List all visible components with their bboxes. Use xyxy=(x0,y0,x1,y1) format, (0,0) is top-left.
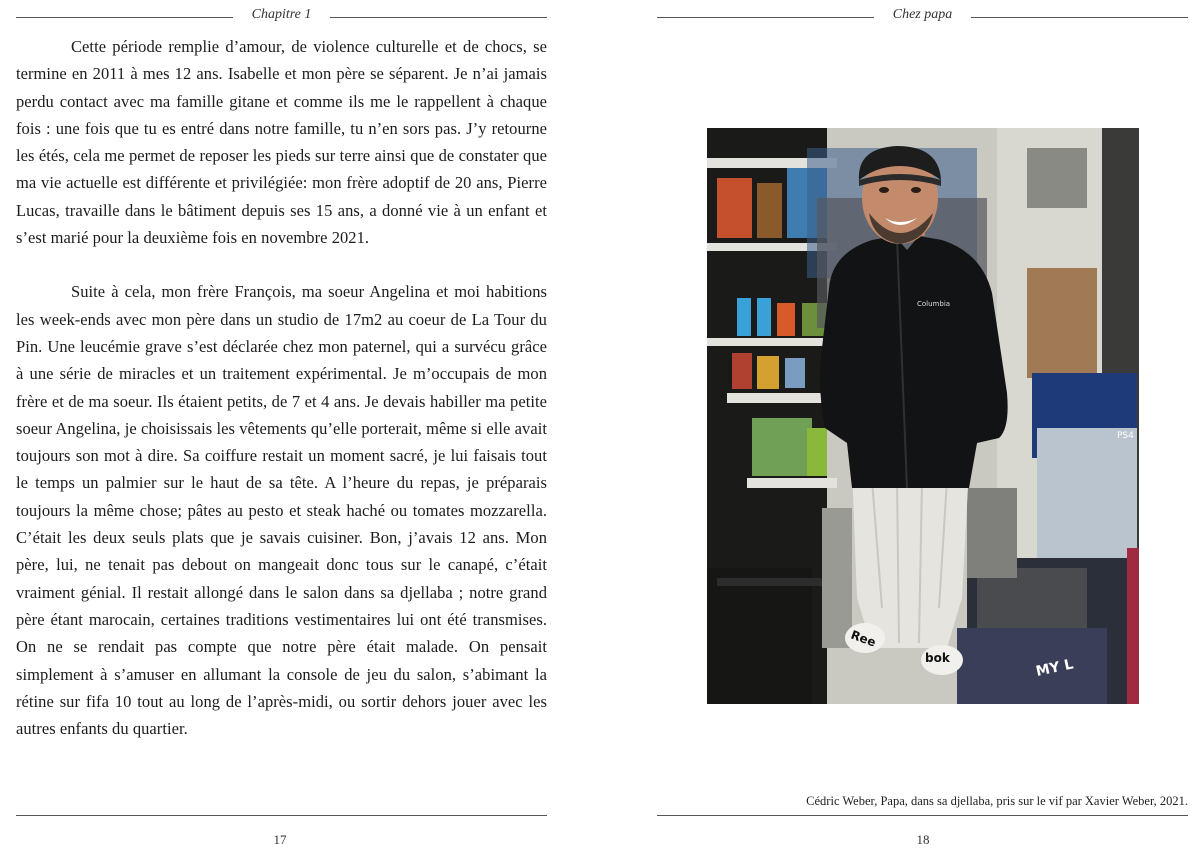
header-rule-right xyxy=(971,17,1188,18)
footer-rule xyxy=(16,815,547,816)
left-page xyxy=(0,0,560,852)
right-slipper-print: bok xyxy=(925,651,950,665)
bag-print: MY L xyxy=(1034,656,1075,680)
footer-rule xyxy=(657,815,1188,816)
paragraph-1: Cette période remplie d’amour, de violence culturelle et de chocs, se termine en 2011 à mes 12 ans. Isabelle et mon père se séparent. Je n’ai jamais perdu contact avec ma famille gitane et comme ils me le rappellent à chaque fois : une fois que tu es entré dans notre famille, tu n’en sors pas. J’y retourne les étés, cela me permet de reposer les pieds sur terre ainsi que de constater que ma vie actuelle est différente et privilégiée: mon frère adoptif de 20 ans, Pierre Lucas, travaille dans le bâtiment depuis ses 15 ans, a donné vie à un enfant et s’est marié pour la deuxième fois en novembre 2021. xyxy=(16,37,547,248)
photo-man-in-djellaba xyxy=(707,128,1139,704)
body-text xyxy=(16,33,547,742)
running-header xyxy=(657,6,1188,28)
left-slipper-print: Ree xyxy=(848,627,878,650)
chapter-title: Chapitre 1 xyxy=(251,7,312,22)
right-page xyxy=(640,0,1200,852)
page-number: 18 xyxy=(916,832,930,847)
section-title: Chez papa xyxy=(892,7,953,22)
header-rule-right xyxy=(330,17,547,18)
page-number: 17 xyxy=(273,832,287,847)
jacket-brand-print: Columbia xyxy=(917,300,951,308)
running-header xyxy=(16,6,547,28)
paragraph-2: Suite à cela, mon frère François, ma soeur Angelina et moi habitions les week-ends avec mon père dans un studio de 17m2 au coeur de La Tour du Pin. Une leucémie grave s’est déclarée chez mon paternel, qui a survécu grâce à une série de miracles et un traitement expérimental. Je m’occupais de mon frère et de ma soeur. Ils étaient petits, de 7 et 4 ans. Je devais habiller ma petite soeur Angelina, je choisissais les vêtements qu’elle porterait, même si elle avait toujours son mot à dire. Sa coiffure restait un moment sacré, je lui faisais tout le temps un palmier sur le haut de sa tête. A l’heure du repas, je préparais toujours la même chose; pâtes au pesto et steak haché ou tomates mozzarella. C’était les deux seuls plats que je savais cuisiner. Bon, j’avais 12 ans. Mon père, lui, ne tenait pas debout on mangeait donc tous sur le canapé, c’était vraiment génial. Il restait allongé dans le salon dans sa djellaba ; notre grand père étant marocain, certaines traditions vestimentaires lui ont été transmises. On ne se rendait pas compte que notre père était malade. On pensait simplement à s’amuser en allumant la console de jeu du salon, s’abimant la rétine sur fifa 10 tout au long de l’après-midi, ou sortir dehors jouer avec les autres enfants du quartier. xyxy=(16,282,547,739)
ps4-box-label: PS4 xyxy=(1117,431,1134,441)
photo-caption: Cédric Weber, Papa, dans sa djellaba, pris sur le vif par Xavier Weber, 2021. xyxy=(806,794,1188,808)
